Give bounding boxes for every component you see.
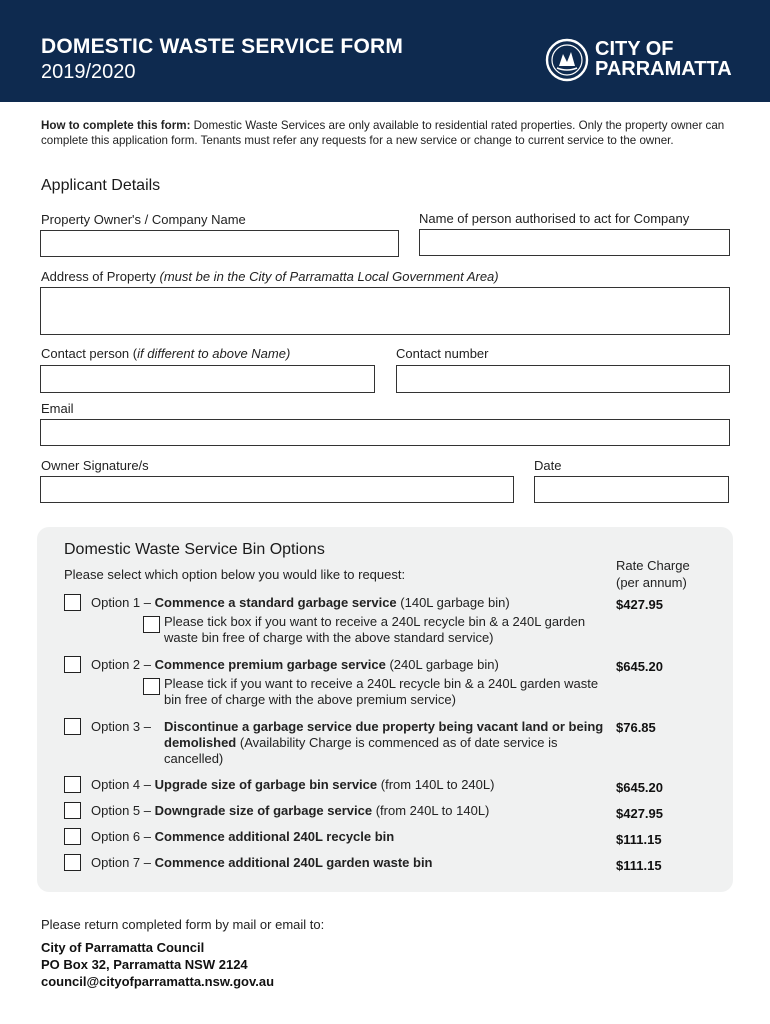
option-2-checkbox[interactable] (64, 656, 81, 673)
option-7-prefix: Option 7 – (91, 855, 155, 870)
instructions-label: How to complete this form: (41, 119, 191, 132)
bin-options-title: Domestic Waste Service Bin Options (64, 541, 325, 558)
form-title: DOMESTIC WASTE SERVICE FORM (41, 35, 404, 58)
authorised-person-field[interactable] (419, 229, 730, 256)
bin-options-panel (37, 527, 733, 892)
option-7-title: Commence additional 240L garden waste bin (154, 855, 433, 870)
option-4-checkbox[interactable] (64, 776, 81, 793)
council-name: City of Parramatta Council (41, 940, 205, 955)
option-6-prefix: Option 6 – (91, 829, 155, 844)
option-4-price: $645.20 (616, 780, 663, 795)
city-seal-icon (545, 38, 589, 82)
option-3-price: $76.85 (616, 720, 656, 735)
option-5-prefix: Option 5 – (91, 803, 155, 818)
option-3-text (164, 719, 604, 767)
contact-number-label: Contact number (396, 346, 489, 361)
signature-field[interactable] (40, 476, 514, 503)
option-4-title: Upgrade size of garbage bin service (154, 777, 378, 792)
contact-person-label-note: if different to above Name) (137, 346, 291, 361)
option-2-free-bins-text: Please tick if you want to receive a 240L recycle bin & a 240L garden waste bin free of charge with the above premium service) (164, 676, 599, 707)
option-7-price: $111.15 (616, 858, 662, 873)
address-label (41, 269, 499, 284)
option-6-checkbox[interactable] (64, 828, 81, 845)
form-header (0, 0, 770, 102)
email-label: Email (41, 401, 74, 416)
contact-person-label (41, 346, 290, 361)
rate-charge-per-annum: (per annum) (616, 575, 687, 590)
owner-name-label: Property Owner's / Company Name (41, 212, 246, 227)
option-5-text (91, 803, 591, 819)
option-1-checkbox[interactable] (64, 594, 81, 611)
option-4-prefix: Option 4 – (91, 777, 155, 792)
option-4-text (91, 777, 591, 793)
option-6-title: Commence additional 240L recycle bin (154, 829, 395, 844)
option-1-free-bins-text: Please tick box if you want to receive a 240L recycle bin & a 240L garden waste bin free of charge with the above standard service) (164, 614, 586, 645)
signature-label: Owner Signature/s (41, 458, 149, 473)
option-5-detail: (from 240L to 140L) (372, 803, 490, 818)
option-3-prefix: Option 3 – (91, 719, 151, 734)
rate-charge-header: Rate Charge (616, 558, 690, 573)
option-1-text (91, 595, 591, 611)
logo-text-line2: PARRAMATTA (595, 58, 732, 80)
option-7-text (91, 855, 591, 871)
council-po-box: PO Box 32, Parramatta NSW 2124 (41, 957, 248, 972)
option-2-title: Commence premium garbage service (154, 657, 386, 672)
option-1-free-bins-checkbox[interactable] (143, 616, 160, 633)
applicant-details-title: Applicant Details (41, 177, 161, 194)
council-email: council@cityofparramatta.nsw.gov.au (41, 974, 275, 989)
address-label-note: (must be in the City of Parramatta Local Government Area) (159, 269, 499, 284)
address-label-text: Address of Property (41, 269, 160, 284)
option-2-detail: (240L garbage bin) (385, 657, 499, 672)
option-2-text (91, 657, 591, 673)
email-field[interactable] (40, 419, 730, 446)
address-field[interactable] (40, 287, 730, 335)
authorised-person-label: Name of person authorised to act for Company (419, 211, 690, 226)
option-6-price: $111.15 (616, 832, 662, 847)
option-5-checkbox[interactable] (64, 802, 81, 819)
form-year: 2019/2020 (41, 61, 136, 83)
instructions-text: Domestic Waste Services are only available to residential rated properties. Only the property owner can complete this application form. Tenants must refer any requests for a new service or change to current service to the owner. (41, 119, 725, 147)
contact-person-field[interactable] (40, 365, 375, 393)
bin-options-instruction: Please select which option below you would like to request: (64, 567, 406, 582)
contact-person-label-text: Contact person ( (41, 346, 138, 361)
option-6-text (91, 829, 591, 845)
option-3-detail: (Availability Charge is commenced as of date service is cancelled) (164, 735, 558, 766)
option-1-price: $427.95 (616, 597, 663, 612)
option-3-checkbox[interactable] (64, 718, 81, 735)
instructions (41, 119, 731, 148)
owner-name-field[interactable] (40, 230, 399, 257)
option-3-title: Discontinue a garbage service due property being vacant land or being demolished (164, 719, 604, 750)
city-logo (545, 38, 745, 82)
option-2-prefix: Option 2 – (91, 657, 155, 672)
option-5-title: Downgrade size of garbage service (154, 803, 373, 818)
date-label: Date (534, 458, 562, 473)
option-7-checkbox[interactable] (64, 854, 81, 871)
option-5-price: $427.95 (616, 806, 663, 821)
date-field[interactable] (534, 476, 729, 503)
option-1-prefix: Option 1 – (91, 595, 155, 610)
option-4-detail: (from 140L to 240L) (377, 777, 495, 792)
option-1-title: Commence a standard garbage service (154, 595, 397, 610)
option-2-free-bins-checkbox[interactable] (143, 678, 160, 695)
logo-text-line1: CITY OF (595, 38, 674, 60)
option-2-price: $645.20 (616, 659, 663, 674)
option-1-detail: (140L garbage bin) (396, 595, 510, 610)
return-instructions: Please return completed form by mail or email to: (41, 917, 325, 932)
contact-number-field[interactable] (396, 365, 730, 393)
